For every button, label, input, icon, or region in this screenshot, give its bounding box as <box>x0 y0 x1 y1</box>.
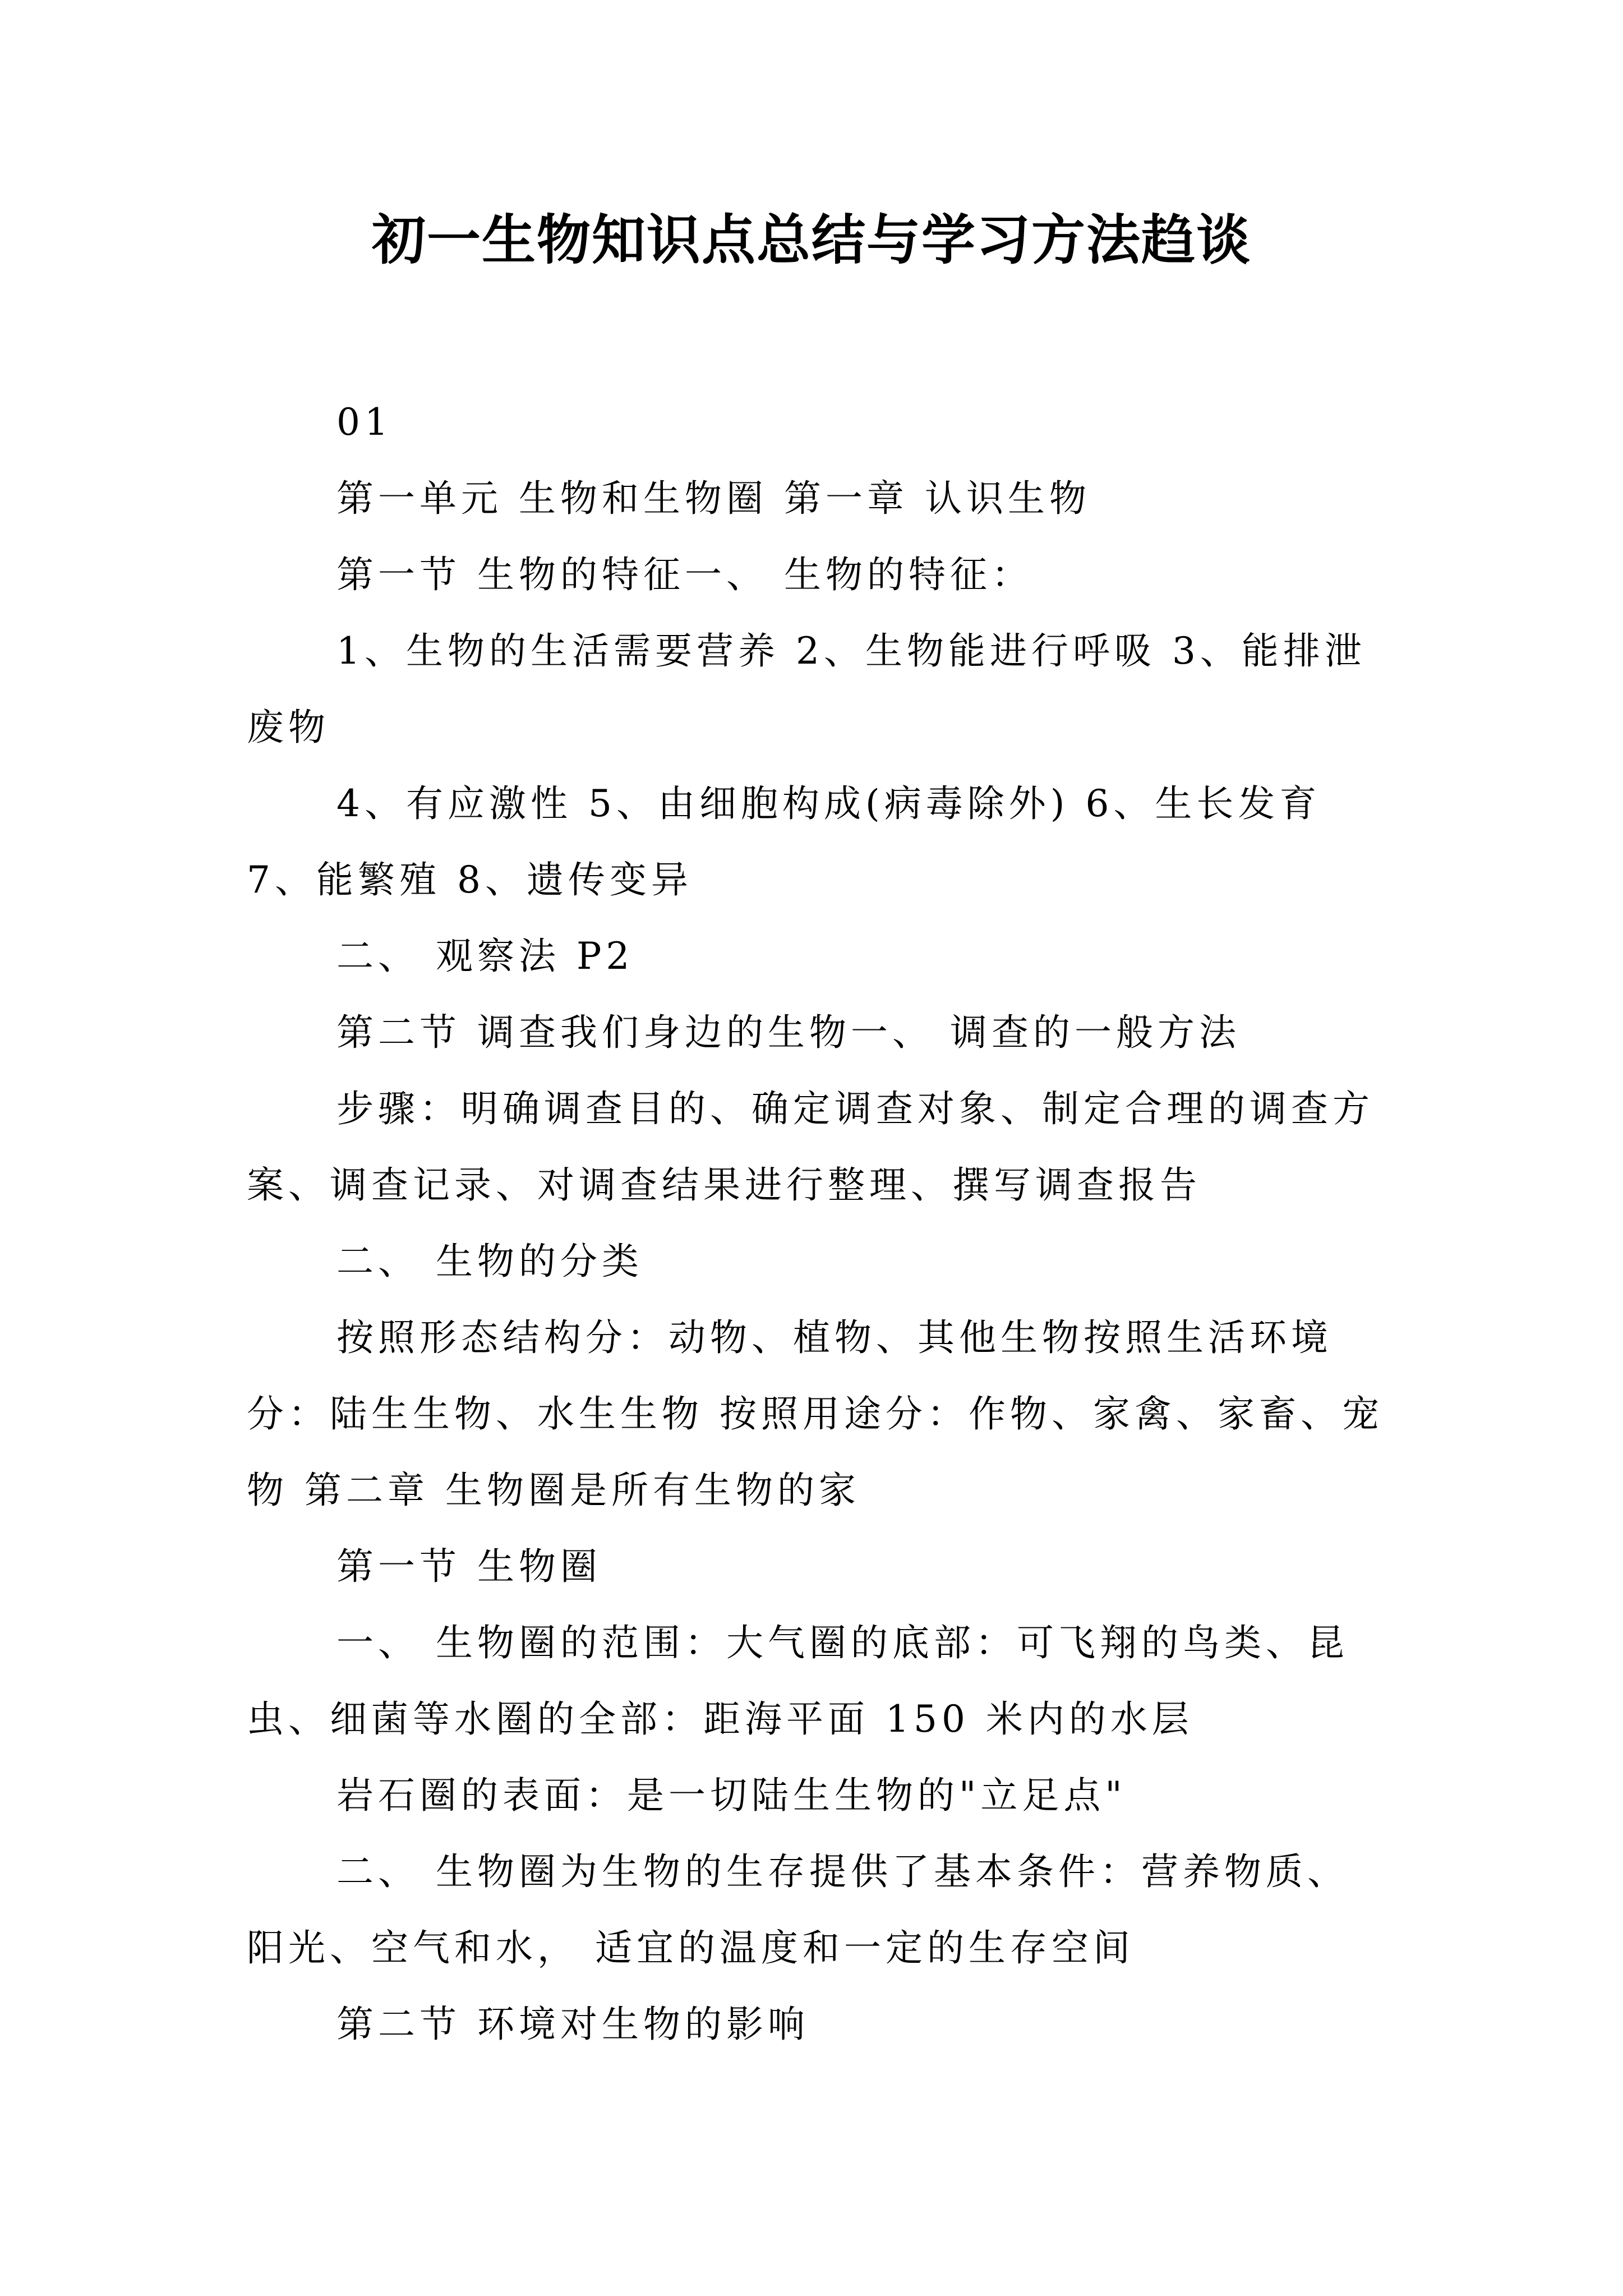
paragraph: 二、 观察法 P2 <box>336 935 634 978</box>
paragraph: 第二节 环境对生物的影响 <box>336 2003 809 2046</box>
paragraph: 01 <box>336 401 393 444</box>
paragraph: 第一单元 生物和生物圈 第一章 认识生物 <box>336 477 1091 520</box>
paragraph: 二、 生物圈为生物的生存提供了基本条件：营养物质、阳光、空气和水， 适宜的温度和一定的生存空间 <box>247 1850 1349 1970</box>
paragraph: 第二节 调查我们身边的生物一、 调查的一般方法 <box>336 1011 1241 1054</box>
document-body <box>247 384 1388 2063</box>
paragraph: 第一节 生物的特征一、 生物的特征： <box>336 553 1033 596</box>
paragraph: 岩石圈的表面：是一切陆生生物的"立足点" <box>336 1774 1127 1817</box>
paragraph: 4、有应激性 5、由细胞构成(病毒除外) 6、生长发育 7、能繁殖 8、遗传变异 <box>247 782 1321 901</box>
document-title: 初一生物知识点总结与学习方法趋谈 <box>372 209 1251 272</box>
paragraph: 二、 生物的分类 <box>336 1240 643 1283</box>
paragraph: 按照形态结构分：动物、植物、其他生物按照生活环境分：陆生生物、水生生物 按照用途分：作物、家禽、家畜、宠物 第二章 生物圈是所有生物的家 <box>247 1316 1384 1512</box>
paragraph: 第一节 生物圈 <box>336 1545 602 1588</box>
paragraph: 1、生物的生活需要营养 2、生物能进行呼吸 3、能排泄废物 <box>247 629 1366 749</box>
paragraph: 步骤：明确调查目的、确定调查对象、制定合理的调查方案、调查记录、对调查结果进行整理、撰写调查报告 <box>247 1087 1374 1207</box>
paragraph: 一、 生物圈的范围：大气圈的底部：可飞翔的鸟类、昆虫、细菌等水圈的全部：距海平面 150 米内的水层 <box>247 1621 1349 1741</box>
